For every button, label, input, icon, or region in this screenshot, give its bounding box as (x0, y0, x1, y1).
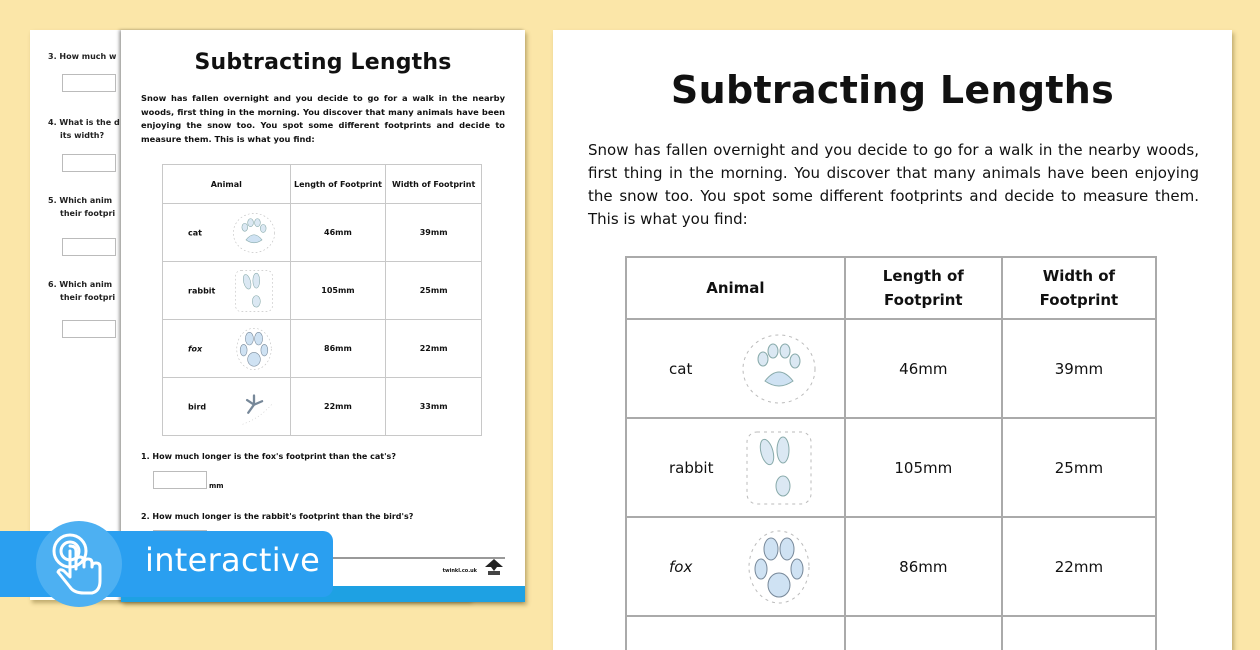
footprint-table (625, 256, 1157, 650)
page-title: Subtracting Lengths (194, 50, 452, 75)
animal-name: cat (669, 359, 693, 378)
zoomed-worksheet-page (553, 30, 1232, 650)
animal-name: rabbit (188, 286, 216, 295)
footer-brand: twinkl.co.uk (442, 568, 477, 574)
answer-box-5[interactable] (62, 238, 116, 256)
table-row (626, 616, 1156, 650)
animal-name: rabbit (669, 458, 714, 477)
table-row (163, 262, 482, 320)
width-cell (1002, 616, 1156, 650)
length-cell: 86mm (290, 320, 386, 378)
table-header-row (626, 257, 1156, 319)
question-3: 3. How much w (48, 52, 117, 61)
animal-cell (626, 517, 845, 616)
length-cell: 105mm (290, 262, 386, 320)
rabbit-paw-print-icon (231, 266, 277, 316)
animal-name: fox (188, 344, 203, 353)
width-cell: 22mm (386, 320, 482, 378)
question-2: 2. How much longer is the rabbit's footprint than the bird's? (141, 512, 414, 521)
footprint-table (162, 164, 482, 436)
question-6: 6. Which anim their footpri (48, 280, 116, 302)
animal-name: cat (188, 228, 202, 237)
header-length: Length of Footprint (290, 165, 386, 204)
badge-label: interactive (145, 541, 321, 579)
table-row (163, 320, 482, 378)
table-row (163, 204, 482, 262)
badge-icon-circle (36, 521, 122, 607)
table-row (626, 418, 1156, 517)
header-length: Length of Footprint (845, 257, 1002, 319)
interactive-badge (0, 531, 335, 597)
header-width: Width of Footprint (386, 165, 482, 204)
width-cell: 25mm (1002, 418, 1156, 517)
length-cell: 22mm (290, 378, 386, 436)
cat-paw-print-icon (231, 208, 277, 258)
fox-paw-print-icon (739, 527, 819, 607)
answer-box-6[interactable] (62, 320, 116, 338)
page-title: Subtracting Lengths (670, 68, 1115, 112)
twinkl-logo-icon (483, 557, 505, 577)
length-cell: 46mm (290, 204, 386, 262)
answer-box-3[interactable] (62, 74, 116, 92)
cat-paw-print-icon (739, 329, 819, 409)
table-row (626, 517, 1156, 616)
table-row (626, 319, 1156, 418)
length-cell: 46mm (845, 319, 1002, 418)
unit-label: mm (209, 482, 224, 490)
width-cell: 22mm (1002, 517, 1156, 616)
header-width: Width of Footprint (1002, 257, 1156, 319)
table-header-row (163, 165, 482, 204)
fox-paw-print-icon (231, 324, 277, 374)
bird-foot-print-icon (231, 382, 277, 432)
animal-cell (163, 320, 291, 378)
header-animal: Animal (626, 257, 845, 319)
animal-cell (626, 418, 845, 517)
front-worksheet-page (121, 30, 525, 602)
tap-hand-icon (36, 521, 122, 607)
rabbit-paw-print-icon (739, 428, 819, 508)
animal-name: fox (669, 557, 693, 576)
question-1: 1. How much longer is the fox's footprint than the cat's? (141, 452, 396, 461)
width-cell: 25mm (386, 262, 482, 320)
width-cell: 39mm (1002, 319, 1156, 418)
width-cell: 39mm (386, 204, 482, 262)
question-4: 4. What is the d its width? (48, 118, 120, 140)
animal-cell (163, 378, 291, 436)
answer-box-1[interactable] (153, 471, 207, 489)
intro-paragraph: Snow has fallen overnight and you decide to go for a walk in the nearby woods, first thing in the morning. You discover that many animals have been enjoying the snow too. You spot some different footprints and decide to measure them. This is what you find: (141, 93, 505, 144)
length-cell: 105mm (845, 418, 1002, 517)
animal-cell (163, 262, 291, 320)
length-cell (845, 616, 1002, 650)
animal-cell (163, 204, 291, 262)
intro-paragraph: Snow has fallen overnight and you decide to go for a walk in the nearby woods, first thing in the morning. You discover that many animals have been enjoying the snow too. You spot some different footprints and decide to measure them. This is what you find: (588, 141, 1199, 228)
header-animal: Animal (163, 165, 291, 204)
animal-cell (626, 616, 845, 650)
question-5: 5. Which anim their footpri (48, 196, 116, 218)
table-row (163, 378, 482, 436)
width-cell: 33mm (386, 378, 482, 436)
animal-name: bird (188, 402, 207, 411)
animal-cell (626, 319, 845, 418)
answer-box-4[interactable] (62, 154, 116, 172)
length-cell: 86mm (845, 517, 1002, 616)
